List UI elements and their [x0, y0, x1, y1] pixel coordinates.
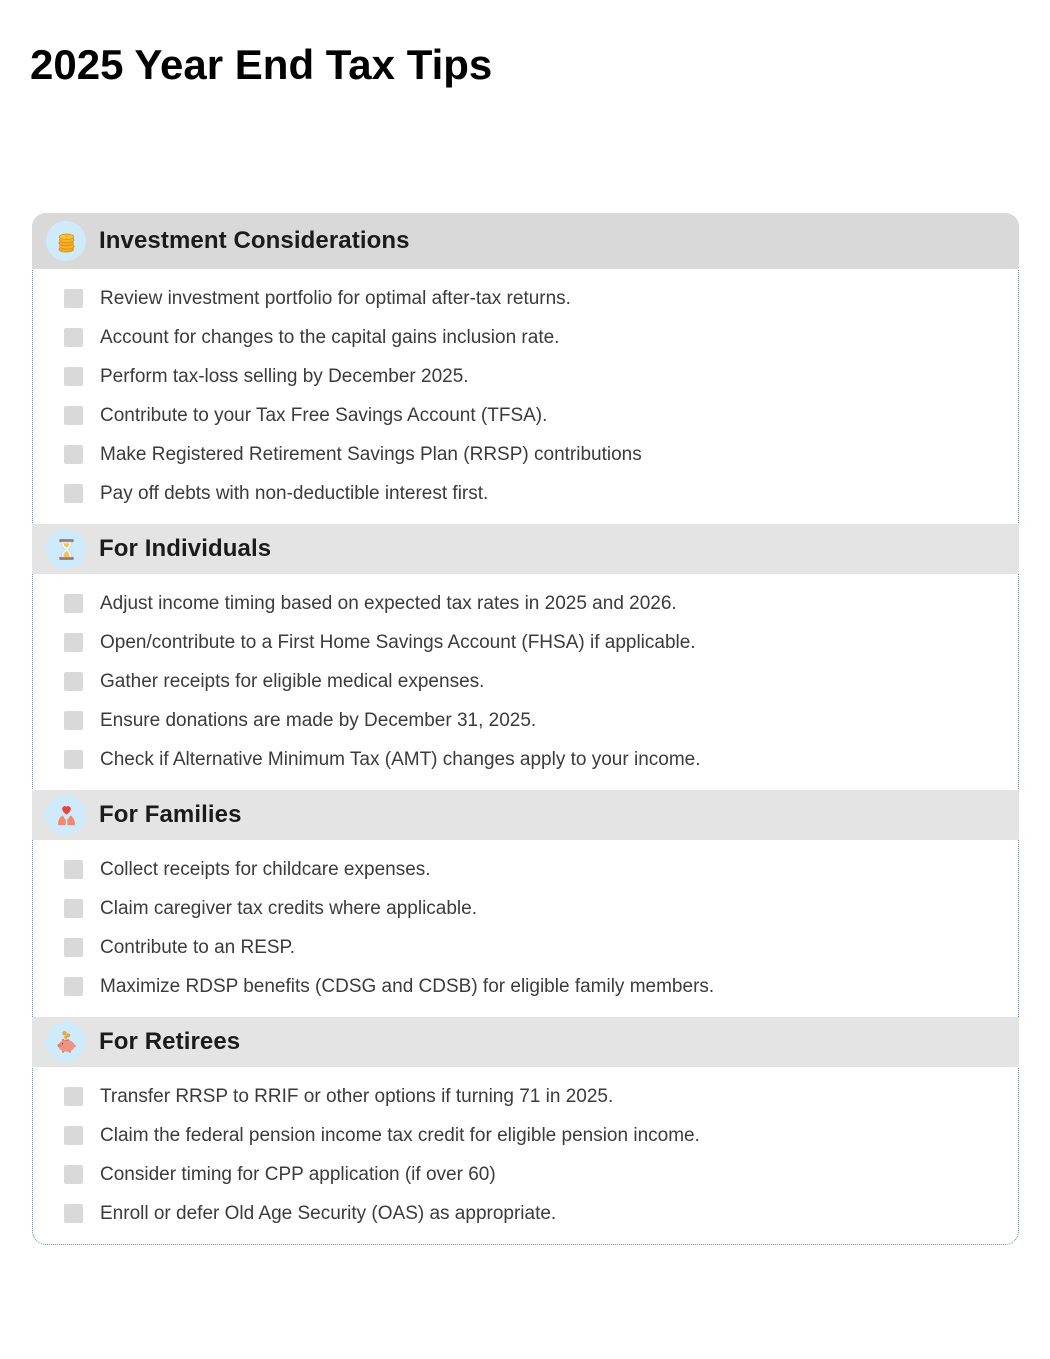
checklist-item	[33, 396, 1018, 435]
section-for-individuals	[33, 524, 1018, 790]
section-icon-circle	[46, 795, 86, 835]
checkbox[interactable]	[64, 633, 83, 652]
checkbox[interactable]	[64, 938, 83, 957]
checkbox[interactable]	[64, 484, 83, 503]
checklist-item	[33, 1194, 1018, 1233]
section-icon-circle	[46, 1022, 86, 1062]
coins-icon	[53, 228, 80, 255]
section-header	[32, 213, 1019, 269]
piggy-bank-icon	[53, 1029, 80, 1056]
checkbox[interactable]	[64, 367, 83, 386]
checkbox[interactable]	[64, 594, 83, 613]
checklist-item	[33, 1077, 1018, 1116]
checklist-item	[33, 701, 1018, 740]
checklist-item	[33, 967, 1018, 1006]
checklist-item	[33, 928, 1018, 967]
checklist-item	[33, 474, 1018, 513]
checklist-item-label: Contribute to your Tax Free Savings Account (TFSA).	[100, 404, 548, 426]
checkbox[interactable]	[64, 672, 83, 691]
section-header	[32, 1017, 1019, 1067]
checkbox[interactable]	[64, 406, 83, 425]
checkbox[interactable]	[64, 1165, 83, 1184]
checklist-container	[32, 213, 1019, 1245]
checklist-item-label: Review investment portfolio for optimal after-tax returns.	[100, 287, 571, 309]
checkbox[interactable]	[64, 1204, 83, 1223]
section-title: Investment Considerations	[99, 227, 410, 254]
checklist-item-label: Adjust income timing based on expected tax rates in 2025 and 2026.	[100, 592, 677, 614]
svg-text:$: $	[64, 234, 68, 240]
checklist-item-label: Claim the federal pension income tax credit for eligible pension income.	[100, 1124, 700, 1146]
section-items	[33, 574, 1018, 790]
section-title: For Families	[99, 801, 242, 828]
section-icon-circle	[46, 221, 86, 261]
section-investment-considerations	[33, 213, 1018, 524]
checklist-item-label: Consider timing for CPP application (if over 60)	[100, 1163, 496, 1185]
checklist-item-label: Transfer RRSP to RRIF or other options if turning 71 in 2025.	[100, 1085, 614, 1107]
section-title: For Individuals	[99, 535, 272, 562]
checklist-item-label: Gather receipts for eligible medical expenses.	[100, 670, 485, 692]
checkbox[interactable]	[64, 289, 83, 308]
checklist-item	[33, 435, 1018, 474]
section-items	[33, 269, 1018, 524]
checkbox[interactable]	[64, 977, 83, 996]
checklist-item	[33, 623, 1018, 662]
section-for-retirees	[33, 1017, 1018, 1244]
checkbox[interactable]	[64, 750, 83, 769]
checklist-item	[33, 740, 1018, 779]
checkbox[interactable]	[64, 1126, 83, 1145]
section-title: For Retirees	[99, 1028, 241, 1055]
checklist-item-label: Claim caregiver tax credits where applicable.	[100, 897, 477, 919]
section-header	[32, 524, 1019, 574]
checklist-item	[33, 850, 1018, 889]
checklist-item-label: Contribute to an RESP.	[100, 936, 296, 958]
checkbox[interactable]	[64, 860, 83, 879]
checkbox[interactable]	[64, 328, 83, 347]
checklist-item-label: Maximize RDSP benefits (CDSG and CDSB) for eligible family members.	[100, 975, 715, 997]
hourglass-icon	[53, 536, 80, 563]
checklist-item	[33, 1116, 1018, 1155]
page-title: 2025 Year End Tax Tips	[30, 41, 493, 88]
checklist-item	[33, 357, 1018, 396]
checkbox[interactable]	[64, 1087, 83, 1106]
checklist-item-label: Enroll or defer Old Age Security (OAS) as appropriate.	[100, 1202, 557, 1224]
checklist-item	[33, 584, 1018, 623]
checklist-item-label: Perform tax-loss selling by December 2025.	[100, 365, 469, 387]
checkbox[interactable]	[64, 445, 83, 464]
checklist-item-label: Make Registered Retirement Savings Plan (RRSP) contributions	[100, 443, 642, 465]
checklist-item	[33, 318, 1018, 357]
section-header	[32, 790, 1019, 840]
checklist-item	[33, 662, 1018, 701]
checklist-item-label: Collect receipts for childcare expenses.	[100, 858, 431, 880]
checklist-item-label: Pay off debts with non-deductible interest first.	[100, 482, 489, 504]
checklist-item-label: Account for changes to the capital gains inclusion rate.	[100, 326, 560, 348]
checklist-item-label: Open/contribute to a First Home Savings Account (FHSA) if applicable.	[100, 631, 696, 653]
checklist-item-label: Check if Alternative Minimum Tax (AMT) changes apply to your income.	[100, 748, 701, 770]
section-items	[33, 1067, 1018, 1244]
section-icon-circle	[46, 529, 86, 569]
section-for-families	[33, 790, 1018, 1017]
checklist-item	[33, 279, 1018, 318]
section-items	[33, 840, 1018, 1017]
checklist-item	[33, 889, 1018, 928]
hands-heart-icon	[53, 802, 80, 829]
checkbox[interactable]	[64, 711, 83, 730]
checklist-item	[33, 1155, 1018, 1194]
checkbox[interactable]	[64, 899, 83, 918]
checklist-item-label: Ensure donations are made by December 31, 2025.	[100, 709, 537, 731]
